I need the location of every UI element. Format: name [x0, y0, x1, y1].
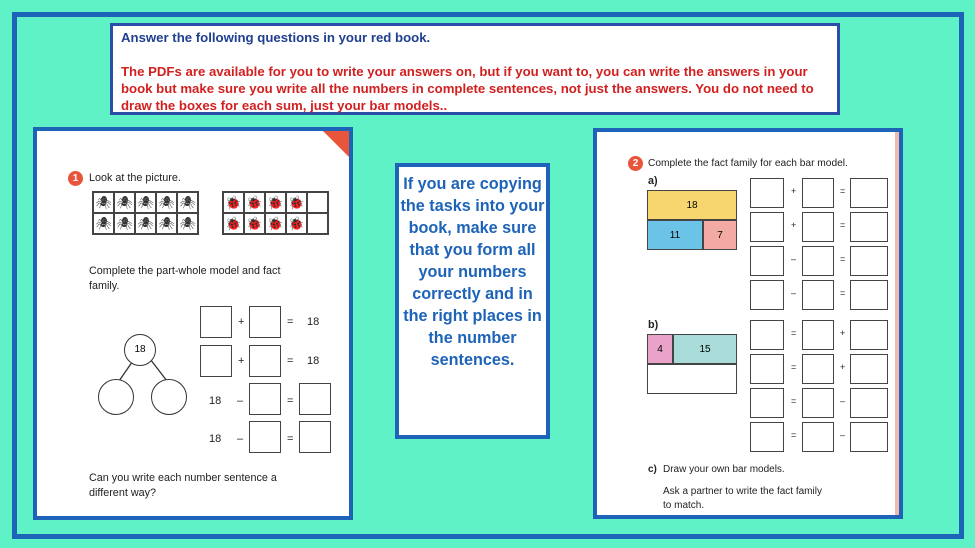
minus-sign: – — [840, 430, 846, 440]
minus-sign: – — [791, 254, 797, 264]
bar-a-part1 — [647, 220, 703, 250]
answer-box[interactable] — [802, 388, 834, 418]
part-whole-task: Complete the part-whole model and fact family. — [89, 265, 281, 292]
minus-sign: – — [791, 288, 797, 298]
instructions-heading: Answer the following questions in your red book. — [121, 30, 431, 45]
bar-a-whole-value: 18 — [686, 199, 698, 211]
ladybird-icon: 🐞 — [286, 213, 307, 234]
part-c-label: c) — [648, 464, 657, 475]
answer-box[interactable] — [850, 422, 888, 452]
ladybird-icon: 🐞 — [265, 192, 286, 213]
answer-box[interactable] — [802, 178, 834, 208]
answer-box[interactable] — [750, 212, 784, 242]
plus-sign: + — [238, 355, 245, 367]
minus-sign: – — [237, 395, 244, 407]
question-1-prompt: Look at the picture. — [89, 172, 181, 184]
part-b-label: b) — [648, 319, 659, 331]
answer-box[interactable] — [850, 178, 888, 208]
answer-box[interactable] — [802, 246, 834, 276]
ladybird-icon: 🐞 — [244, 192, 265, 213]
whole-value: 18 — [134, 344, 146, 355]
worksheet-2 — [593, 128, 903, 519]
equals-sign: = — [287, 433, 294, 445]
minus-sign: – — [840, 396, 846, 406]
whole-circle — [124, 334, 156, 366]
part-c-partner-line1: Ask a partner to write the fact family — [663, 486, 822, 497]
question-2-prompt: Complete the fact family for each bar model. — [648, 158, 848, 169]
bar-b-part1 — [647, 334, 673, 364]
lead-value: 18 — [209, 395, 222, 407]
part-a-label: a) — [648, 175, 658, 187]
bar-a-whole — [647, 190, 737, 220]
empty-cell — [307, 213, 328, 234]
minus-sign: – — [237, 433, 244, 445]
ladybird-icon: 🐞 — [286, 192, 307, 213]
spider-icon: 🕷 — [177, 213, 198, 234]
question-1-badge: 1 — [68, 171, 83, 186]
plus-sign: + — [238, 316, 245, 328]
worksheet-1 — [33, 127, 353, 520]
answer-box[interactable] — [750, 280, 784, 310]
equals-sign: = — [840, 186, 846, 196]
bar-a-part2-value: 7 — [717, 229, 723, 241]
answer-box[interactable] — [750, 178, 784, 208]
answer-box[interactable] — [299, 383, 331, 415]
lead-value: 18 — [209, 433, 222, 445]
bar-b-whole[interactable] — [647, 364, 737, 394]
bottom-question: Can you write each number sentence a different way? — [89, 472, 277, 499]
bar-b-part2 — [673, 334, 737, 364]
answer-box[interactable] — [850, 212, 888, 242]
equals-sign: = — [791, 362, 797, 372]
plus-sign: + — [840, 362, 846, 372]
answer-box[interactable] — [850, 320, 888, 350]
result-value: 18 — [307, 355, 320, 367]
bar-a-part1-value: 11 — [669, 229, 681, 241]
spider-grid — [92, 191, 199, 235]
plus-sign: + — [791, 220, 797, 230]
answer-box[interactable] — [850, 280, 888, 310]
spider-icon: 🕷 — [93, 213, 114, 234]
ladybird-icon: 🐞 — [223, 192, 244, 213]
equals-sign: = — [287, 355, 294, 367]
part-c-partner-line2: to match. — [663, 500, 705, 511]
ladybird-icon: 🐞 — [265, 213, 286, 234]
answer-box[interactable] — [750, 388, 784, 418]
instructions-box — [110, 23, 840, 115]
part-circle-right[interactable] — [151, 379, 187, 415]
reminder-box: If you are copying the tasks into your book, make sure that you form all your numbers correctly and in the right places in the number sentences. — [395, 163, 550, 439]
spider-icon: 🕷 — [156, 213, 177, 234]
plus-sign: + — [791, 186, 797, 196]
answer-box[interactable] — [200, 345, 232, 377]
result-value: 18 — [307, 316, 320, 328]
equals-sign: = — [840, 220, 846, 230]
answer-box[interactable] — [850, 246, 888, 276]
answer-box[interactable] — [802, 320, 834, 350]
empty-cell — [307, 192, 328, 213]
part-c-instruction: Draw your own bar models. — [663, 464, 785, 475]
page-edge-strip — [895, 132, 899, 515]
answer-box[interactable] — [802, 212, 834, 242]
equals-sign: = — [791, 328, 797, 338]
answer-box[interactable] — [249, 421, 281, 453]
spider-icon: 🕷 — [156, 192, 177, 213]
corner-decoration — [323, 131, 349, 157]
equals-sign: = — [840, 288, 846, 298]
answer-box[interactable] — [249, 306, 281, 338]
spider-icon: 🕷 — [93, 192, 114, 213]
ladybird-icon: 🐞 — [244, 213, 265, 234]
answer-box[interactable] — [249, 345, 281, 377]
answer-box[interactable] — [802, 354, 834, 384]
equals-sign: = — [287, 395, 294, 407]
plus-sign: + — [840, 328, 846, 338]
bar-b-part2-value: 15 — [699, 343, 711, 355]
spider-icon: 🕷 — [135, 192, 156, 213]
spider-icon: 🕷 — [135, 213, 156, 234]
answer-box[interactable] — [802, 422, 834, 452]
equals-sign: = — [791, 430, 797, 440]
equals-sign: = — [840, 254, 846, 264]
answer-box[interactable] — [200, 306, 232, 338]
equals-sign: = — [791, 396, 797, 406]
ladybird-grid — [222, 191, 329, 235]
answer-box[interactable] — [750, 246, 784, 276]
equals-sign: = — [287, 316, 294, 328]
answer-box[interactable] — [750, 422, 784, 452]
answer-box[interactable] — [850, 388, 888, 418]
part-circle-left[interactable] — [98, 379, 134, 415]
bar-a-part2 — [703, 220, 737, 250]
answer-box[interactable] — [802, 280, 834, 310]
question-2-badge: 2 — [628, 156, 643, 171]
spider-icon: 🕷 — [177, 192, 198, 213]
answer-box[interactable] — [249, 383, 281, 415]
spider-icon: 🕷 — [114, 213, 135, 234]
bar-b-part1-value: 4 — [657, 343, 663, 355]
answer-box[interactable] — [750, 320, 784, 350]
spider-icon: 🕷 — [114, 192, 135, 213]
ladybird-icon: 🐞 — [223, 213, 244, 234]
instructions-body: The PDFs are available for you to write your answers on, but if you want to, you can write the answers in your book but make sure you write all the numbers in complete sentences, not just the answers. You do not need to draw the boxes for each sum, just your bar models.. — [121, 64, 814, 113]
answer-box[interactable] — [850, 354, 888, 384]
answer-box[interactable] — [299, 421, 331, 453]
answer-box[interactable] — [750, 354, 784, 384]
